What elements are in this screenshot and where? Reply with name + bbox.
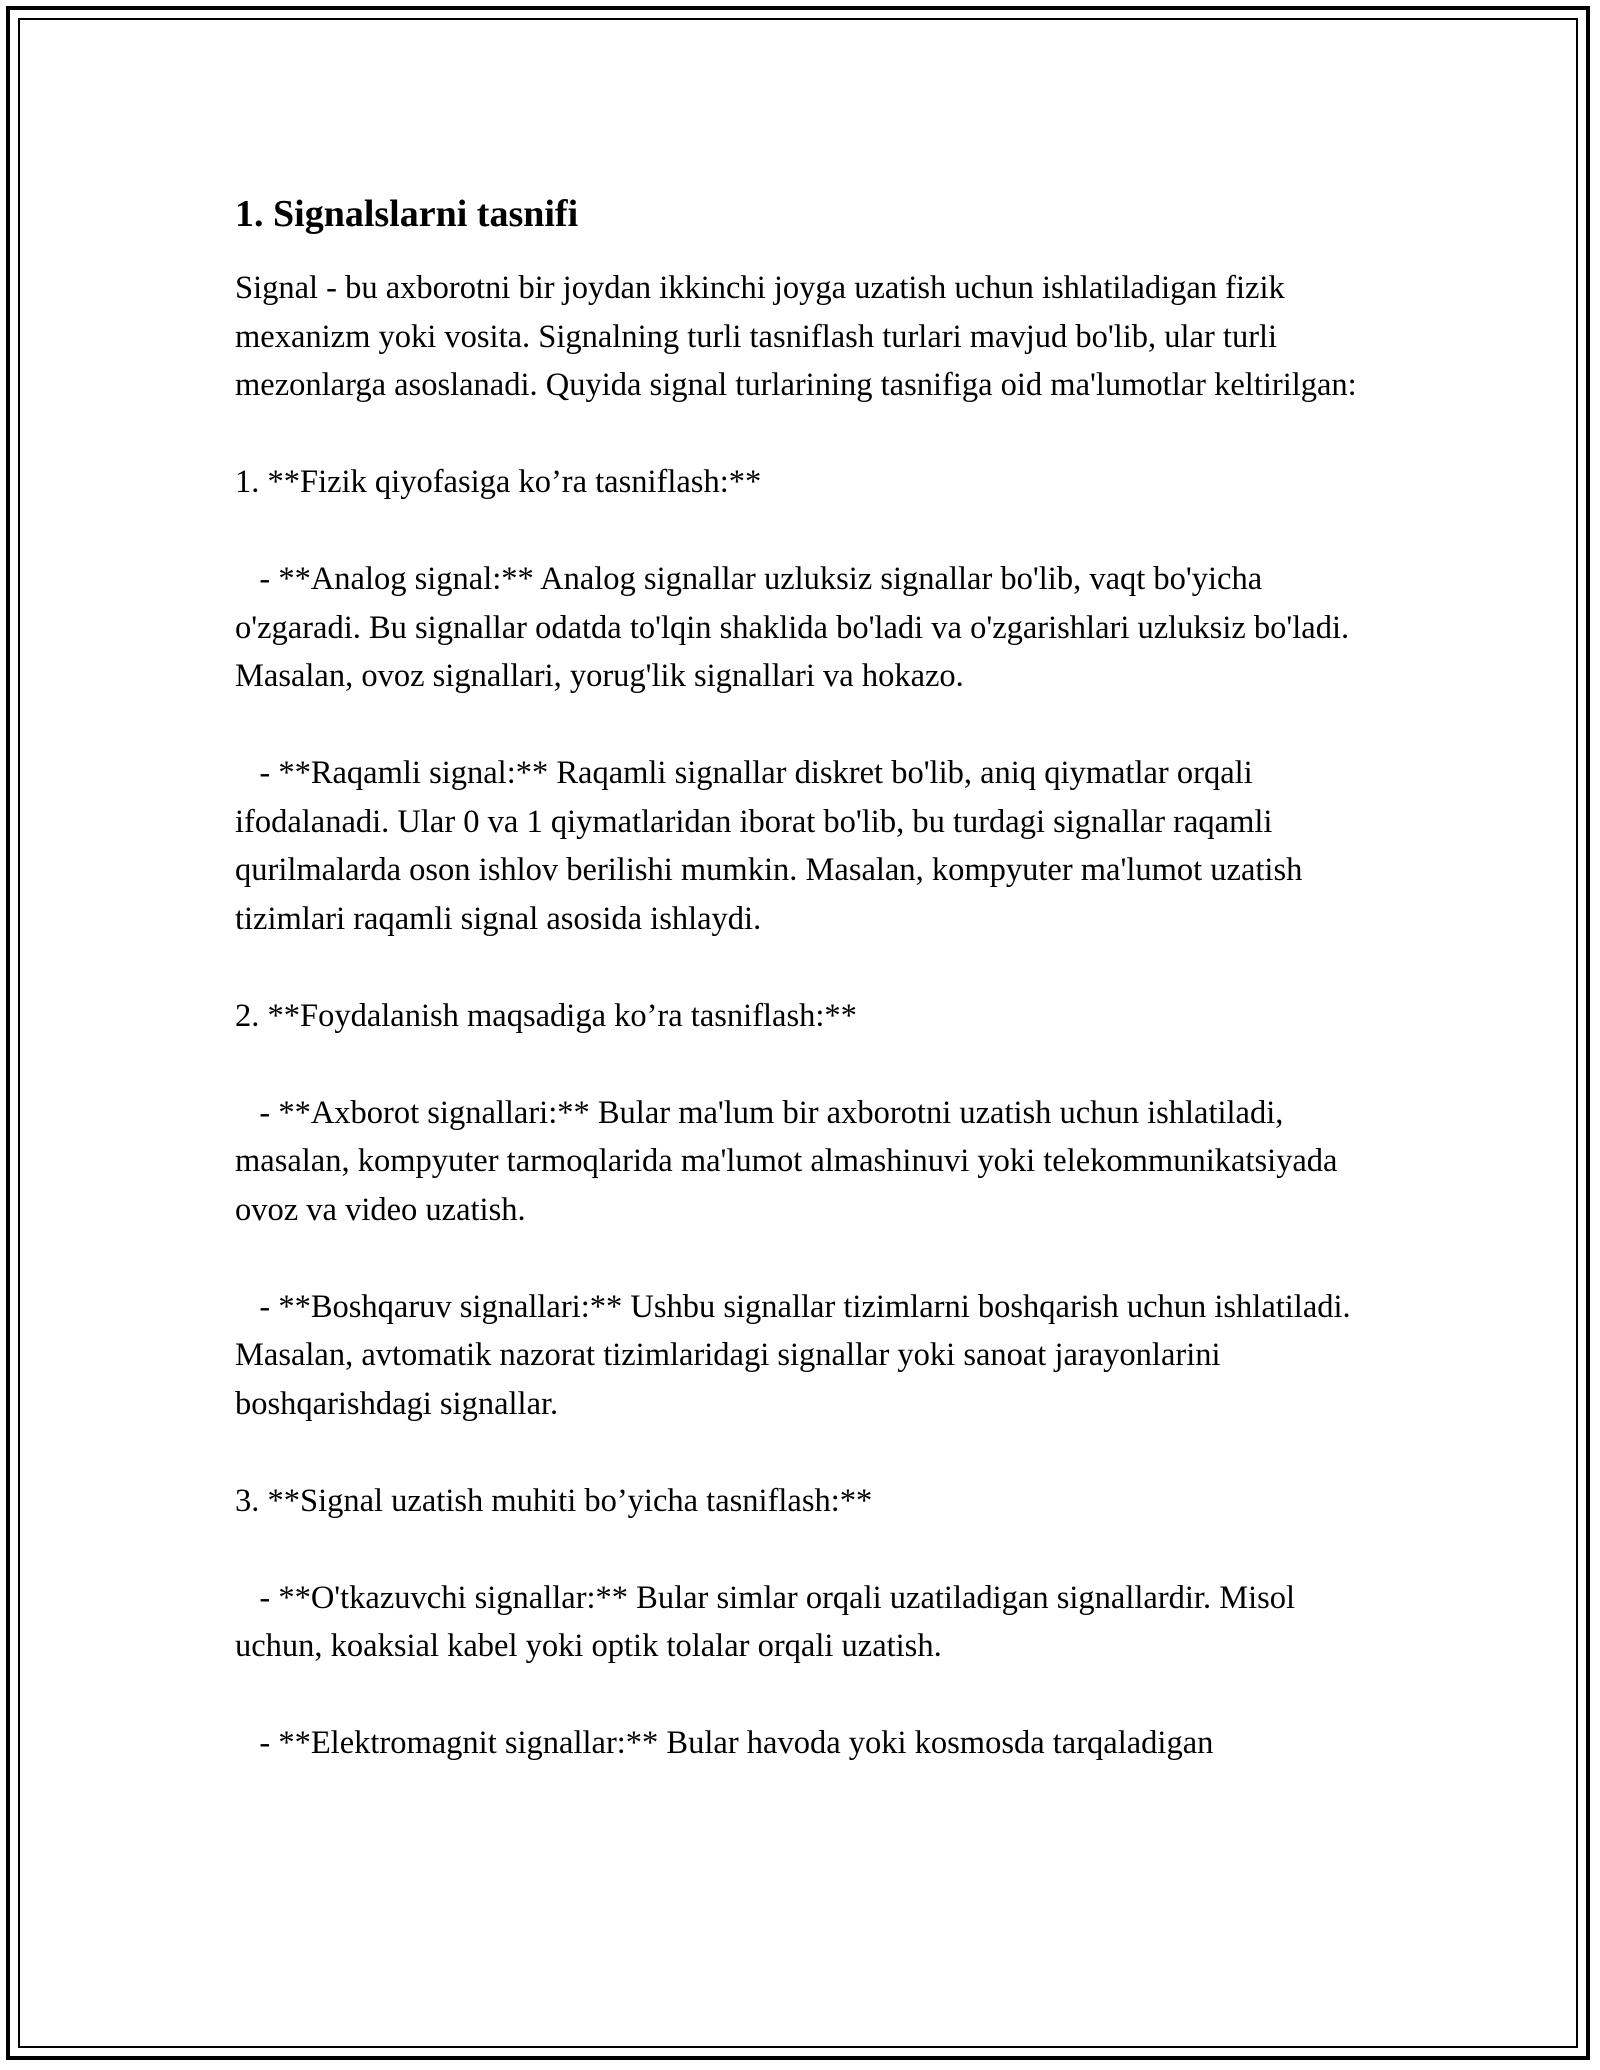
sub-item-control-signals: - **Boshqaruv signallari:** Ushbu signallar tizimlarni boshqarish uchun ishlatiladi. Masalan, avtomatik nazorat tizimlaridagi signallar yoki sanoat jarayonlarini boshqarishdagi signallar. xyxy=(235,1288,1359,1422)
sub-item-electromagnetic-signals: - **Elektromagnit signallar:** Bular havoda yoki kosmosda tarqaladigan xyxy=(235,1725,1214,1761)
blank-line xyxy=(235,1428,1375,1477)
sub-item-analog-signal: - **Analog signal:** Analog signallar uzluksiz signallar bo'lib, vaqt bo'yicha o'zgaradi. Bu signallar odatda to'lqin shaklida bo'ladi va o'zgarishlari uzluksiz bo'ladi. Masalan, ovoz signallari, yorug'lik signallari va hokazo. xyxy=(235,561,1358,694)
blank-line xyxy=(235,1671,1375,1720)
blank-line xyxy=(235,701,1375,750)
section-heading: 1. Signalslarni tasnifi xyxy=(235,193,579,235)
list-item-physical-form: 1. **Fizik qiyofasiga ko’ra tasniflash:** xyxy=(235,464,762,500)
sub-item-conductive-signals: - **O'tkazuvchi signallar:** Bular simlar orqali uzatiladigan signallardir. Misol uchun, koaksial kabel yoki optik tolalar orqali uzatish. xyxy=(235,1579,1304,1664)
sub-item-information-signals: - **Axborot signallari:** Bular ma'lum bir axborotni uzatish uchun ishlatiladi, masalan, kompyuter tarmoqlarida ma'lumot almashinuvi yoki telekommunikatsiyada ovoz va video uzatish. xyxy=(235,1094,1346,1228)
blank-line xyxy=(235,410,1375,459)
list-item-transmission-medium: 3. **Signal uzatish muhiti bo’yicha tasniflash:** xyxy=(235,1482,873,1519)
list-item-purpose: 2. **Foydalanish maqsadiga ko’ra tasniflash:** xyxy=(235,997,857,1034)
blank-line xyxy=(235,1040,1375,1089)
blank-line xyxy=(235,1234,1375,1283)
document-body xyxy=(235,190,1375,1768)
intro-paragraph: Signal - bu axborotni bir joydan ikkinchi joyga uzatish uchun ishlatiladigan fizik mexanizm yoki vosita. Signalning turli tasniflash turlari mavjud bo'lib, ular turli mezonlarga asoslanadi. Quyida signal turlarining tasnifiga oid ma'lumotlar keltirilgan: xyxy=(235,270,1357,403)
blank-line xyxy=(235,507,1375,556)
sub-item-digital-signal: - **Raqamli signal:** Raqamli signallar diskret bo'lib, aniq qiymatlar orqali ifodalanadi. Ular 0 va 1 qiymatlaridan iborat bo'lib, bu turdagi signallar raqamli qurilmalarda oson ishlov berilishi mumkin. Masalan, kompyuter ma'lumot uzatish tizimlari raqamli signal asosida ishlaydi. xyxy=(235,755,1311,937)
blank-line xyxy=(235,1525,1375,1574)
blank-line xyxy=(235,943,1375,992)
